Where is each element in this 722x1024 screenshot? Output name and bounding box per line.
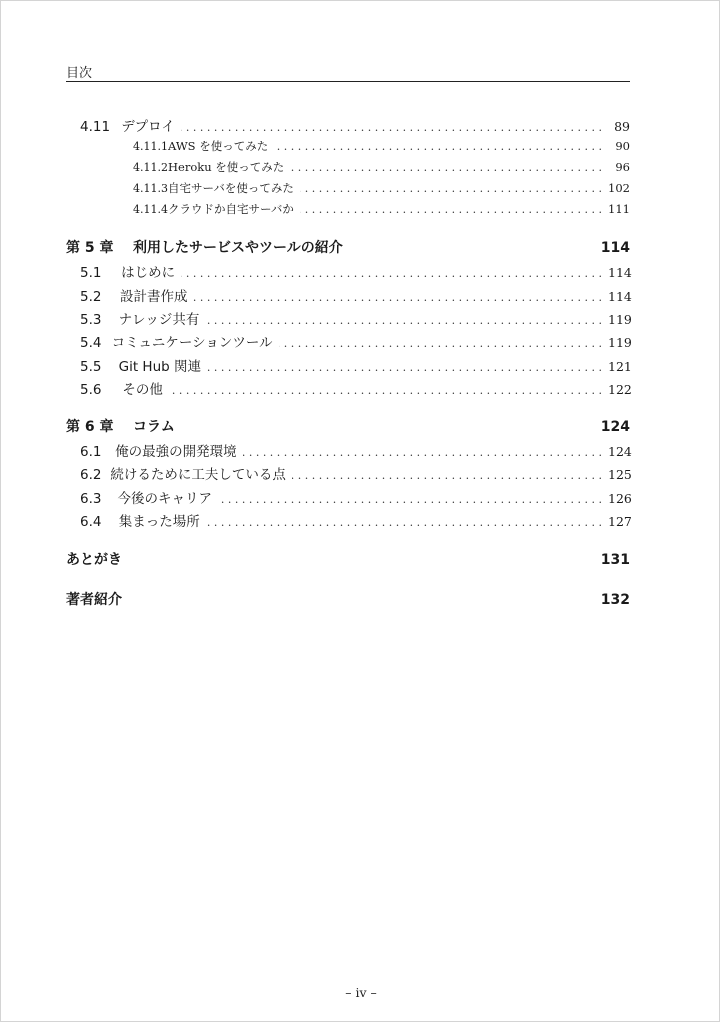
dot-leader (243, 446, 602, 459)
chapter-page: 132 (600, 592, 630, 608)
toc-entry-5-3[interactable] (66, 308, 630, 328)
toc-entry-5-2[interactable] (66, 285, 630, 305)
dot-leader (181, 121, 602, 134)
toc-entry-5-6[interactable] (66, 378, 630, 398)
entry-title: 設計書作成 (119, 289, 188, 305)
toc-entry-4-11-4[interactable] (66, 201, 630, 217)
toc-entry-4-11[interactable] (66, 115, 630, 135)
entry-page: 119 (608, 312, 632, 327)
toc-entry-4-11-1[interactable] (66, 138, 630, 154)
toc-entry-4-11-3[interactable] (66, 180, 630, 196)
entry-title: その他 (122, 382, 163, 398)
chapter-number: 第 5 章 (66, 240, 114, 256)
chapter-page: 124 (600, 419, 630, 435)
dot-leader (193, 291, 602, 304)
entry-page: 114 (608, 265, 632, 280)
toc-authors[interactable] (66, 589, 630, 609)
chapter-title: あとがき (66, 552, 122, 568)
toc-chapter-5[interactable] (66, 237, 630, 257)
entry-page: 96 (615, 160, 630, 174)
entry-number: 5.2 (80, 289, 102, 305)
entry-number: 6.3 (80, 491, 102, 507)
page-number-footer: – iv – (345, 985, 377, 1000)
entry-title: 続けるために工夫している点 (110, 467, 286, 483)
entry-title: デプロイ (121, 119, 175, 135)
entry-number: 4.11.3 (133, 182, 168, 195)
toc-entry-5-1[interactable] (66, 261, 630, 281)
entry-page: 114 (608, 289, 632, 304)
toc-afterword[interactable] (66, 549, 630, 569)
chapter-title: コラム (133, 419, 175, 435)
toc-entry-6-3[interactable] (66, 487, 630, 507)
entry-page: 111 (608, 202, 630, 216)
toc-chapter-6[interactable] (66, 416, 630, 436)
entry-title: Git Hub 関連 (118, 359, 201, 375)
entry-number: 6.1 (80, 444, 102, 460)
dot-leader (181, 267, 602, 280)
entry-number: 5.4 (80, 335, 102, 351)
entry-title: Heroku を使ってみた (168, 160, 285, 174)
entry-page: 119 (608, 335, 632, 350)
dot-leader (300, 182, 602, 195)
entry-title: コミュニケーションツール (111, 335, 273, 351)
dot-leader (290, 161, 602, 174)
dot-leader (300, 203, 602, 216)
chapter-page: 131 (600, 552, 630, 568)
entry-number: 4.11.4 (133, 203, 168, 216)
entry-page: 102 (608, 181, 630, 195)
running-header: 目次 (66, 66, 93, 81)
entry-title: AWS を使ってみた (168, 139, 269, 153)
dot-leader (207, 361, 602, 374)
entry-title: 今後のキャリア (117, 491, 213, 507)
toc-entry-5-5[interactable] (66, 355, 630, 375)
toc-entry-4-11-2[interactable] (66, 159, 630, 175)
chapter-number: 第 6 章 (66, 419, 114, 435)
entry-page: 122 (608, 382, 632, 397)
toc-entry-6-4[interactable] (66, 510, 630, 530)
entry-title: 俺の最強の開発環境 (115, 444, 237, 460)
entry-number: 6.4 (80, 514, 102, 530)
header-rule (66, 81, 630, 82)
entry-page: 126 (608, 491, 632, 506)
entry-page: 124 (608, 444, 632, 459)
dot-leader (279, 337, 602, 350)
entry-title: 集まった場所 (118, 514, 200, 530)
dot-leader (206, 516, 602, 529)
dot-leader (205, 314, 602, 327)
entry-number: 5.5 (80, 359, 102, 375)
entry-title: 自宅サーバを使ってみた (168, 181, 294, 195)
entry-title: はじめに (121, 265, 176, 281)
chapter-title: 利用したサービスやツールの紹介 (133, 240, 343, 256)
entry-number: 5.1 (80, 265, 102, 281)
dot-leader (169, 384, 602, 397)
toc-entry-5-4[interactable] (66, 331, 630, 351)
entry-number: 5.6 (80, 382, 102, 398)
entry-number: 4.11 (80, 119, 111, 135)
entry-page: 121 (608, 359, 632, 374)
dot-leader (274, 140, 602, 153)
entry-number: 6.2 (80, 467, 102, 483)
toc-entry-6-2[interactable] (66, 463, 630, 483)
entry-number: 5.3 (80, 312, 102, 328)
entry-page: 90 (615, 139, 630, 153)
entry-number: 4.11.2 (133, 161, 168, 174)
entry-title: クラウドか自宅サーバか (168, 202, 294, 216)
toc-entry-6-1[interactable] (66, 440, 630, 460)
chapter-title: 著者紹介 (66, 592, 122, 608)
entry-title: ナレッジ共有 (118, 312, 200, 328)
dot-leader (292, 469, 602, 482)
chapter-page: 114 (600, 240, 630, 256)
entry-page: 127 (608, 514, 632, 529)
dot-leader (218, 493, 602, 506)
entry-page: 89 (614, 119, 630, 134)
entry-page: 125 (608, 467, 632, 482)
entry-number: 4.11.1 (133, 140, 168, 153)
